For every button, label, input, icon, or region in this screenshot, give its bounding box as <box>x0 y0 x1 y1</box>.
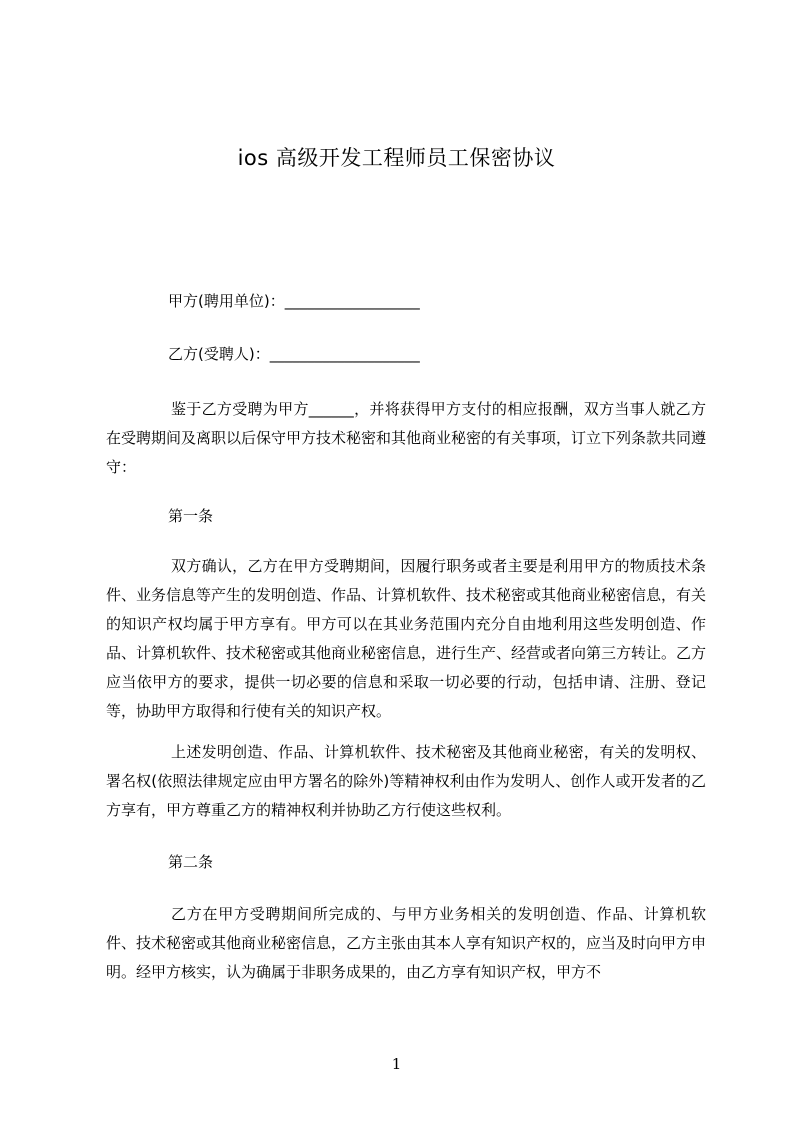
article-2-heading: 第二条 <box>168 853 214 871</box>
document-title: ios 高级开发工程师员工保密协议 <box>237 146 556 170</box>
article-2-paragraph-1: 乙方在甲方受聘期间所完成的、与甲方业务相关的发明创造、作品、计算机软件、技术秘密或其他商业秘密信息，乙方主张由其本人享有知识产权的，应当及时向甲方申明。经甲方核实，认为确属于非职务成果的，由乙方享有知识产权，甲方不 <box>106 905 707 981</box>
article-1-paragraph-1: 双方确认，乙方在甲方受聘期间，因履行职务或者主要是利用甲方的物质技术条件、业务信息等产生的发明创造、作品、计算机软件、技术秘密或其他商业秘密信息，有关的知识产权均属于甲方享有。甲方可以在其业务范围内充分自由地利用这些发明创造、作品、计算机软件、技术秘密或其他商业秘密信息，进行生产、经营或者向第三方转让。乙方应当依甲方的要求，提供一切必要的信息和采取一切必要的行动，包括申请、注册、登记等，协助甲方取得和行使有关的知识产权。 <box>106 557 707 720</box>
party-b-field: 乙方(受聘人)：____________________ <box>168 345 420 363</box>
party-a-field: 甲方(聘用单位)：__________________ <box>168 292 420 310</box>
page-number: 1 <box>391 1055 402 1073</box>
intro-paragraph: 鉴于乙方受聘为甲方______，并将获得甲方支付的相应报酬，双方当事人就乙方在受聘期间及离职以后保守甲方技术秘密和其他商业秘密的有关事项，订立下列条款共同遵守： <box>106 400 707 476</box>
article-1-paragraph-2: 上述发明创造、作品、计算机软件、技术秘密及其他商业秘密，有关的发明权、署名权(依照法律规定应由甲方署名的除外)等精神权利由作为发明人、创作人或开发者的乙方享有，甲方尊重乙方的精神权利并协助乙方行使这些权利。 <box>106 743 706 819</box>
article-1-heading: 第一条 <box>168 507 214 525</box>
